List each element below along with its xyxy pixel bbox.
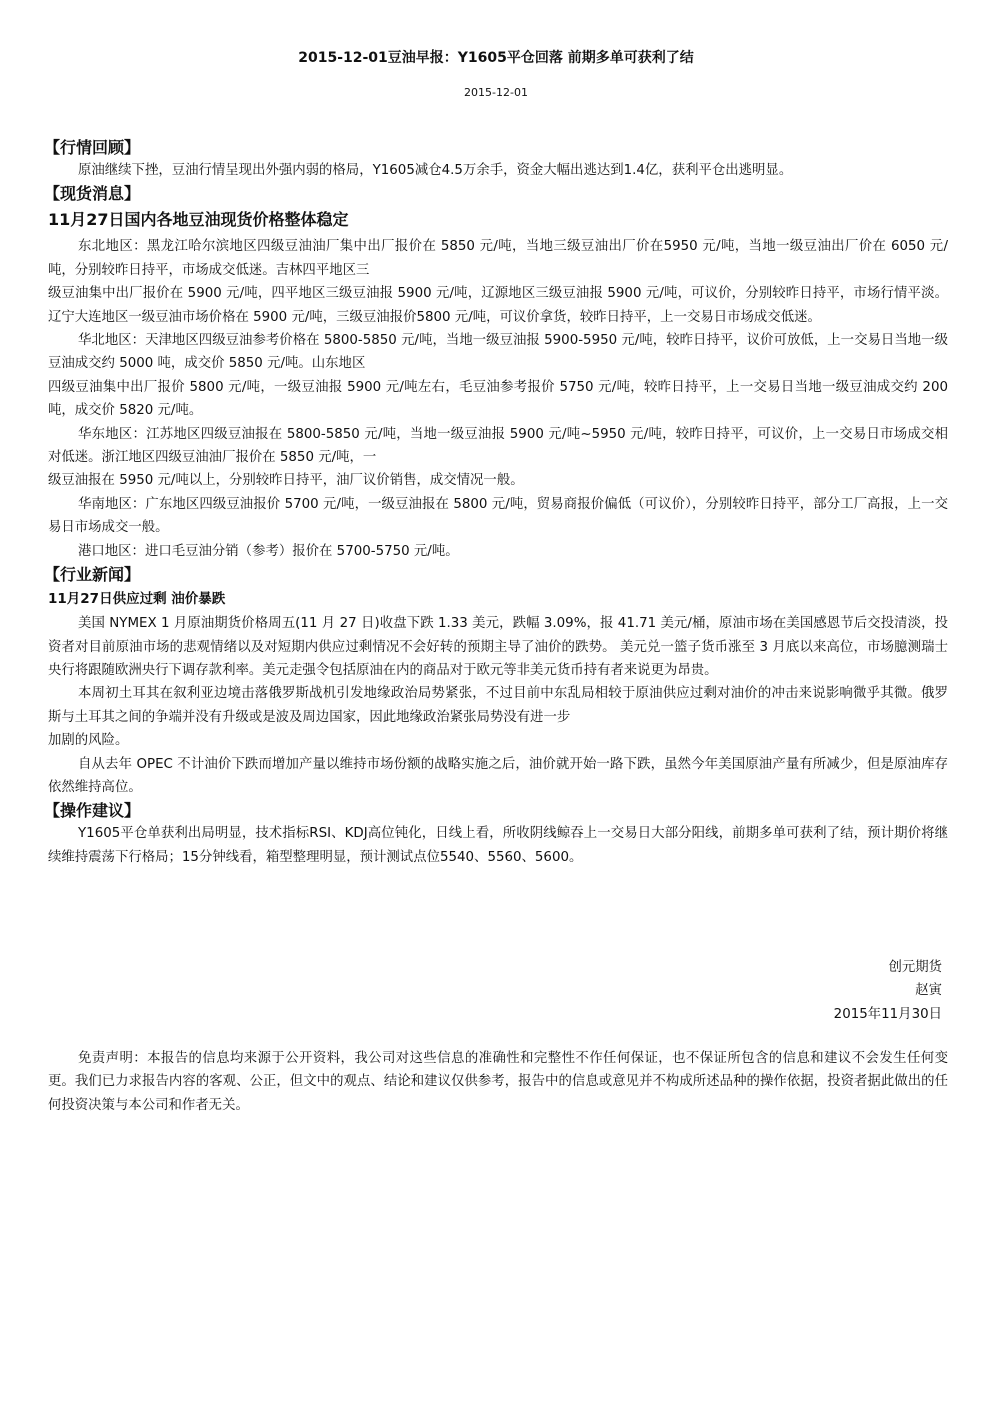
disclaimer: [48, 1047, 948, 1117]
news-subheading: 11月27日供应过剩 油价暴跌: [48, 591, 226, 608]
spot-subheading: 11月27日国内各地豆油现货价格整体稳定: [48, 210, 349, 230]
signature-date: 2015年11月30日: [833, 1006, 942, 1022]
spot-north-paragraph: 华北地区：天津地区四级豆油参考价格在 5800-5850 元/吨，当地一级豆油报 5900-5950 元/吨，较昨日持平，议价可放低，上一交易日当地一级豆油成交约 5000 吨，成交价 5850 元/吨。山东地区: [48, 333, 948, 372]
section-heading-advice: 【操作建议】: [44, 801, 141, 821]
spot-east-continued: 级豆油报在 5950 元/吨以上，分别较昨日持平，油厂议价销售，成交情况一般。: [48, 473, 524, 489]
section-heading-news: 【行业新闻】: [44, 565, 141, 585]
report-title: 2015-12-01豆油早报：Y1605平仓回落 前期多单可获利了结: [298, 50, 694, 66]
spot-northeast-continued: 级豆油集中出厂报价在 5900 元/吨，四平地区三级豆油报 5900 元/吨，辽源地区三级豆油报 5900 元/吨，可议价，分别较昨日持平，市场行情平淡。辽宁大连地区一级豆油市场价格在 5900 元/吨，三级豆油报价5800 元/吨，可议价拿货，较昨日持平，上一交易日市场成交低迷。: [48, 286, 948, 325]
signature-author: 赵寅: [915, 983, 942, 999]
section-heading-spot: 【现货消息】: [44, 184, 141, 204]
spot-northeast-paragraph: 东北地区：黑龙江哈尔滨地区四级豆油油厂集中出厂报价在 5850 元/吨，当地三级豆油出厂价在5950 元/吨，当地一级豆油出厂价在 6050 元/吨，分别较昨日持平，市场成交低迷。吉林四平地区三: [48, 239, 948, 278]
section-heading-review: 【行情回顾】: [44, 138, 141, 157]
report-body: [44, 136, 948, 869]
spot-south-paragraph: 华南地区：广东地区四级豆油报价 5700 元/吨，一级豆油报在 5800 元/吨，贸易商报价偏低（可议价），分别较昨日持平，部分工厂高报，上一交易日市场成交一般。: [48, 496, 948, 536]
review-paragraph: 原油继续下挫，豆油行情呈现出外强内弱的格局，Y1605减仓4.5万余手，资金大幅出逃达到1.4亿，获利平仓出逃明显。: [78, 163, 793, 178]
news-paragraph-2-continued: 加剧的风险。: [48, 733, 129, 749]
disclaimer-text: 免责声明：本报告的信息均来源于公开资料，我公司对这些信息的准确性和完整性不作任何保证，也不保证所包含的信息和建议不会发生任何变更。我们已力求报告内容的客观、公正，但文中的观点、结论和建议仅供参考，报告中的信息或意见并不构成所述品种的操作依据，投资者据此做出的任何投资决策与本公司和作者无关。: [48, 1051, 948, 1113]
spot-east-paragraph: 华东地区：江苏地区四级豆油报在 5800-5850 元/吨，当地一级豆油报 5900 元/吨~5950 元/吨，较昨日持平，可议价，上一交易日市场成交相对低迷。浙江地区四级豆油油厂报价在 5850 元/吨，一: [48, 426, 948, 466]
report-date: 2015-12-01: [464, 86, 528, 99]
news-paragraph-3: 自从去年 OPEC 不计油价下跌而增加产量以维持市场份额的战略实施之后，油价就开始一路下跌，虽然今年美国原油产量有所减少，但是原油库存依然维持高位。: [48, 756, 948, 795]
spot-north-continued: 四级豆油集中出厂报价 5800 元/吨，一级豆油报 5900 元/吨左右，毛豆油参考报价 5750 元/吨，较昨日持平，上一交易日当地一级豆油成交约 200 吨，成交价 5820 元/吨。: [48, 379, 948, 419]
news-paragraph-1: 美国 NYMEX 1 月原油期货价格周五(11 月 27 日)收盘下跌 1.33 美元，跌幅 3.09%，报 41.71 美元/桶，原油市场在美国感恩节后交投清淡，投资者对目前原油市场的悲观情绪以及对短期内供应过剩情况不会好转的预期主导了油价的跌势。 美元兑一篮子货币涨至 3 月底以来高位，市场臆测瑞士央行将跟随欧洲央行下调存款利率。美元走强令包括原油在内的商品对于欧元等非美元货币持有者来说更为昂贵。: [48, 616, 948, 678]
signature-block: [700, 956, 942, 1026]
spot-port-paragraph: 港口地区：进口毛豆油分销（参考）报价在 5700-5750 元/吨。: [78, 543, 459, 559]
news-paragraph-2: 本周初土耳其在叙利亚边境击落俄罗斯战机引发地缘政治局势紧张，不过目前中东乱局相较于原油供应过剩对油价的冲击来说影响微乎其微。俄罗斯与土耳其之间的争端并没有升级或是波及周边国家，因此地缘政治紧张局势没有进一步: [48, 686, 948, 725]
signature-company: 创元期货: [888, 960, 942, 975]
advice-paragraph: Y1605平仓单获利出局明显，技术指标RSI、KDJ高位钝化，日线上看，所收阴线鲸吞上一交易日大部分阳线，前期多单可获利了结，预计期价将继续维持震荡下行格局；15分钟线看，箱型整理明显，预计测试点位5540、5560、5600。: [48, 826, 948, 865]
